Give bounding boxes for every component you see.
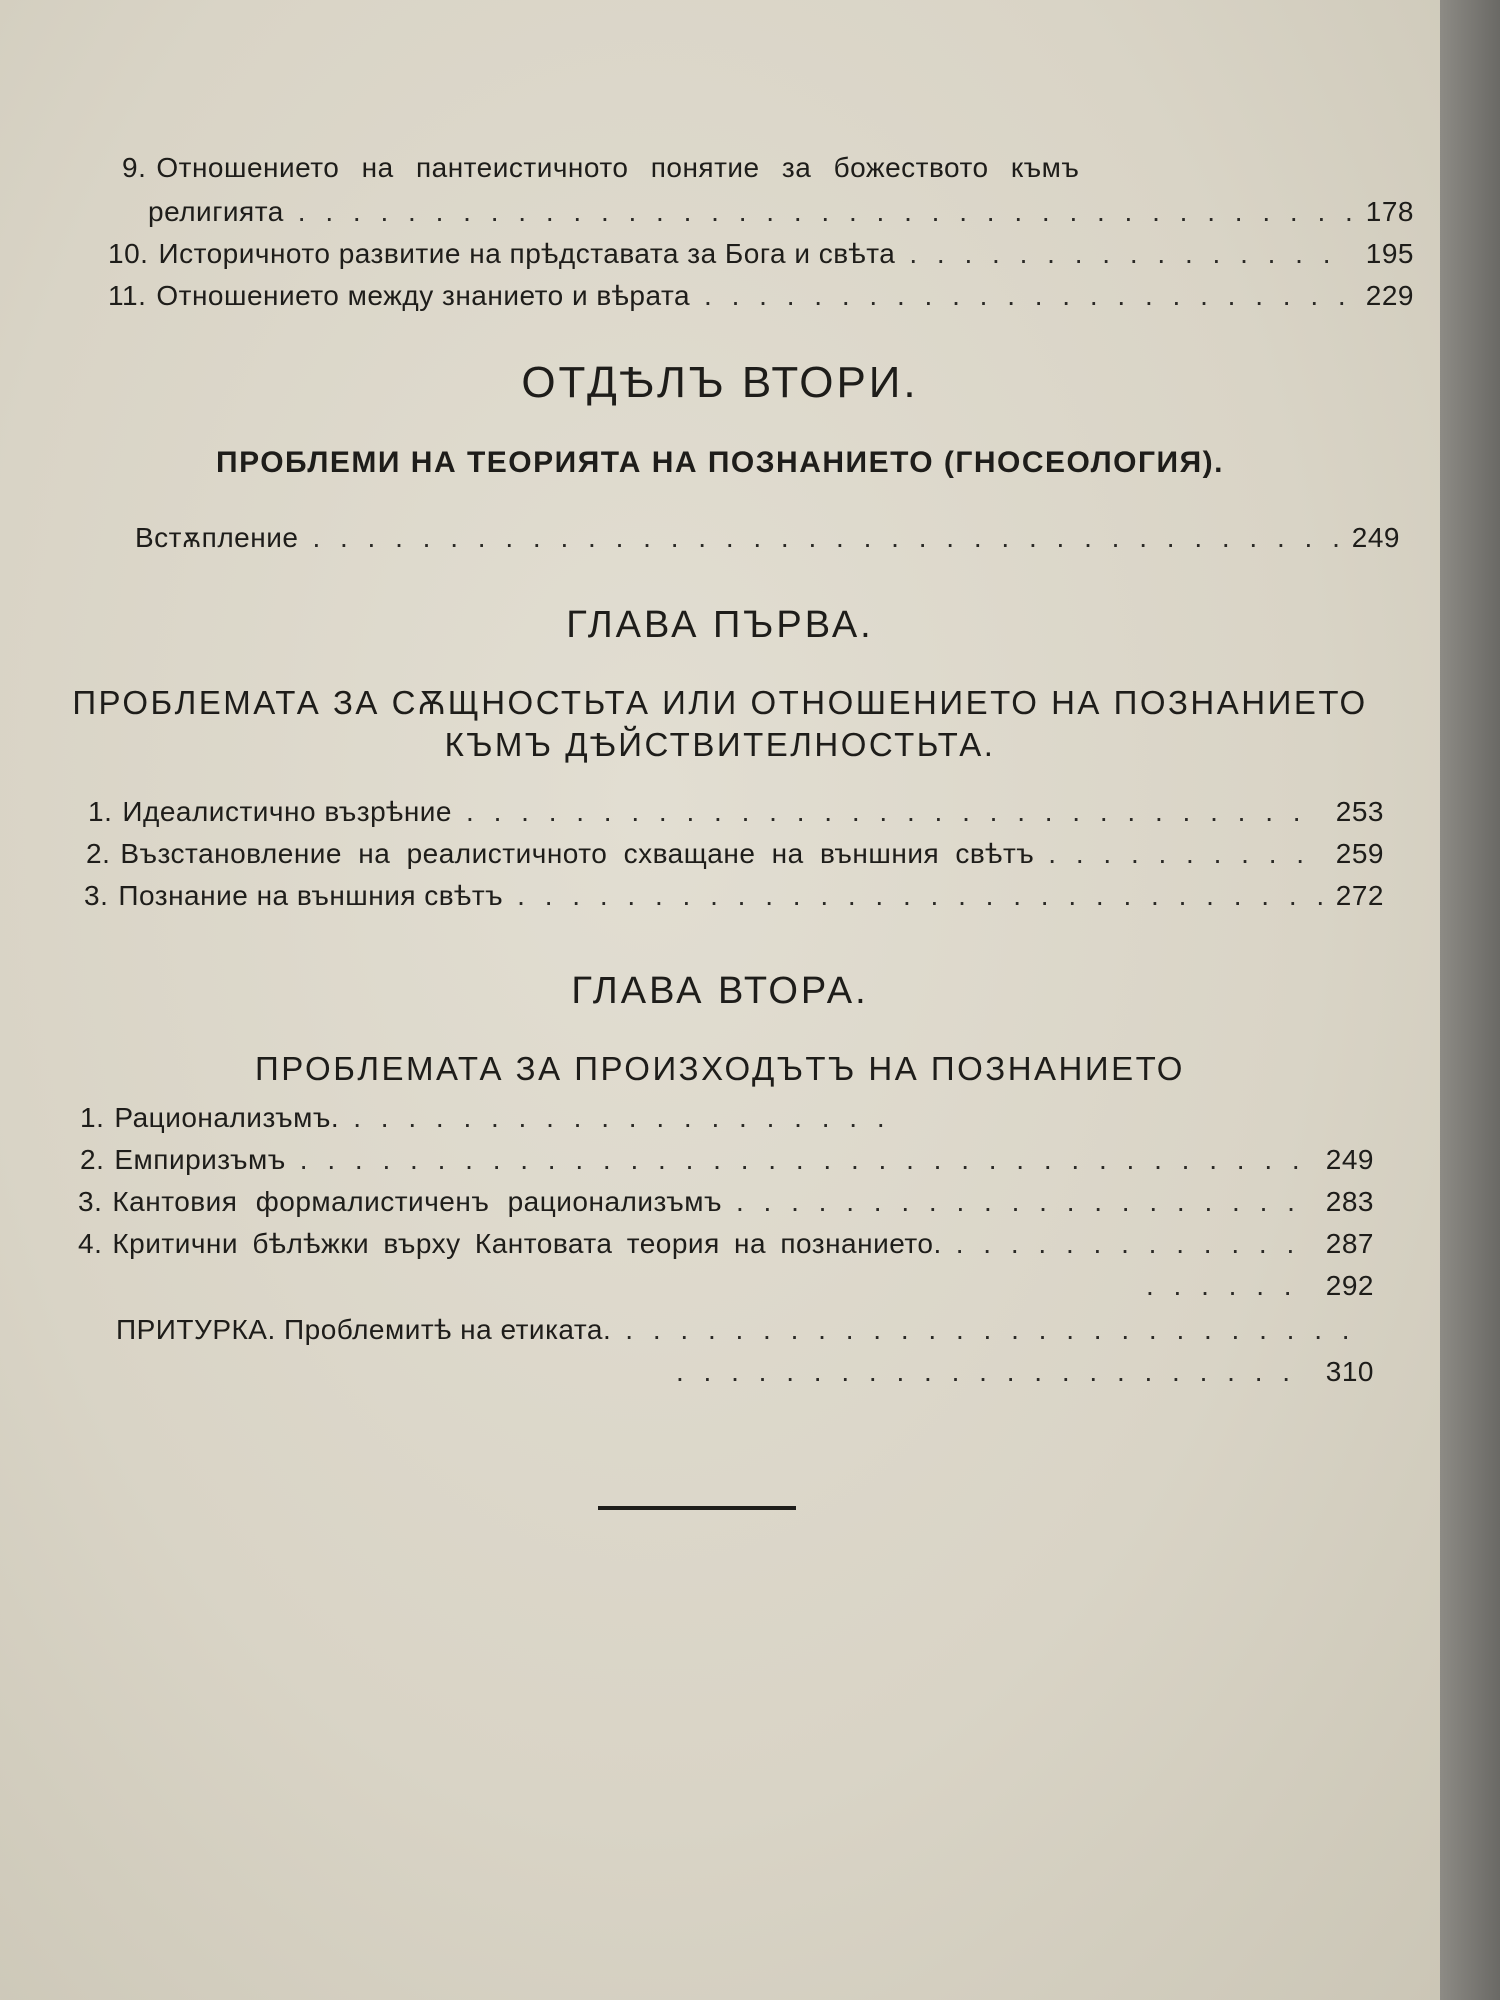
- entry-page: 292: [1325, 1270, 1374, 1301]
- toc-entry: [135, 522, 1400, 554]
- leader-dots: [909, 238, 1351, 270]
- entry-page: 178: [1365, 196, 1414, 227]
- toc-entry: [78, 1228, 1374, 1260]
- chapter-heading: ГЛАВА ПЪРВА.: [566, 604, 874, 646]
- entry-page: 283: [1325, 1186, 1374, 1217]
- entry-title-continuation: религията: [148, 196, 284, 227]
- entry-number: 3.: [84, 880, 109, 911]
- entry-number: 1.: [80, 1102, 105, 1133]
- entry-title: Отношението между знанието и вѣрата: [156, 280, 691, 311]
- entry-page: 253: [1335, 796, 1384, 827]
- entry-title: Идеалистично възрѣние: [122, 796, 453, 827]
- entry-title: Познание на външния свѣтъ: [118, 880, 504, 911]
- toc-entry: [80, 1102, 1374, 1134]
- entry-page: 272: [1335, 880, 1384, 911]
- chapter-title: КЪМЪ ДѢЙСТВИТЕЛНОСТЬТА.: [444, 726, 996, 763]
- leader-dots: [312, 522, 1337, 554]
- toc-entry: [116, 1270, 1374, 1302]
- entry-number: 4.: [78, 1228, 103, 1259]
- end-rule: [598, 1506, 796, 1510]
- leader-dots: [1048, 838, 1322, 870]
- entry-title: Встѫпление: [135, 522, 299, 553]
- entry-page: 287: [1325, 1228, 1374, 1259]
- toc-entry: [108, 280, 1414, 312]
- toc-entry: [78, 1186, 1374, 1218]
- entry-number: 1.: [88, 796, 113, 827]
- toc-entry: [116, 1356, 1374, 1388]
- leader-dots: [466, 796, 1322, 828]
- entry-page: 310: [1325, 1356, 1374, 1387]
- chapter-heading: ГЛАВА ВТОРА.: [571, 970, 869, 1012]
- leader-dots: [704, 280, 1352, 312]
- leader-dots: [676, 1356, 1312, 1388]
- toc-entry: [86, 838, 1384, 870]
- entry-page: 195: [1365, 238, 1414, 269]
- toc-entry: [84, 880, 1384, 912]
- leader-dots: [625, 1314, 1360, 1346]
- leader-dots: [298, 196, 1352, 228]
- section-heading: ОТДѢЛЪ ВТОРИ.: [521, 358, 919, 407]
- entry-number: 10.: [108, 238, 149, 269]
- page-edge-shadow: [1440, 0, 1500, 2000]
- entry-page: 249: [1351, 522, 1400, 553]
- entry-title: Историчното развитие на прѣдставата за Бога и свѣта: [158, 238, 896, 269]
- entry-page: 259: [1335, 838, 1384, 869]
- section-subtitle: ПРОБЛЕМИ НА ТЕОРИЯТА НА ПОЗНАНИЕТО (ГНОСЕОЛОГИЯ).: [216, 446, 1224, 479]
- entry-number: 2.: [86, 838, 111, 869]
- leader-dots: [1146, 1270, 1312, 1302]
- toc-entry-continuation: [148, 196, 1414, 228]
- toc-entry: [108, 238, 1414, 270]
- chapter-title: ПРОБЛЕМАТА ЗА ПРОИЗХОДЪТЪ НА ПОЗНАНИЕТО: [255, 1050, 1185, 1087]
- toc-entry: [116, 1314, 1374, 1346]
- toc-entry: [122, 152, 1322, 184]
- entry-title: Кантовия формалистиченъ рационализъмъ: [112, 1186, 722, 1217]
- entry-title: Рационализъмъ.: [114, 1102, 340, 1133]
- leader-dots: [956, 1228, 1312, 1260]
- entry-number: 2.: [80, 1144, 105, 1175]
- leader-dots: [300, 1144, 1312, 1176]
- entry-number: 11.: [108, 280, 147, 311]
- toc-entry: [88, 796, 1384, 828]
- entry-page: 229: [1365, 280, 1414, 311]
- entry-title: Възстановление на реалистичното схващане на външния свѣтъ: [120, 838, 1035, 869]
- entry-page: 249: [1325, 1144, 1374, 1175]
- entry-title: Отношението на пантеистичното понятие за божеството къмъ: [156, 152, 1080, 183]
- entry-title: Емпиризъмъ: [114, 1144, 286, 1175]
- entry-number: 3.: [78, 1186, 103, 1217]
- leader-dots: [353, 1102, 893, 1134]
- leader-dots: [736, 1186, 1312, 1218]
- leader-dots: [517, 880, 1322, 912]
- entry-title: ПРИТУРКА. Проблемитѣ на етиката.: [116, 1314, 612, 1345]
- entry-number: 9.: [122, 152, 147, 183]
- toc-entry: [80, 1144, 1374, 1176]
- entry-title: Критични бѣлѣжки върху Кантовата теория на познанието.: [112, 1228, 942, 1259]
- chapter-title: ПРОБЛЕМАТА ЗА СѪЩНОСТЬТА ИЛИ ОТНОШЕНИЕТО НА ПОЗНАНИЕТО: [72, 684, 1368, 721]
